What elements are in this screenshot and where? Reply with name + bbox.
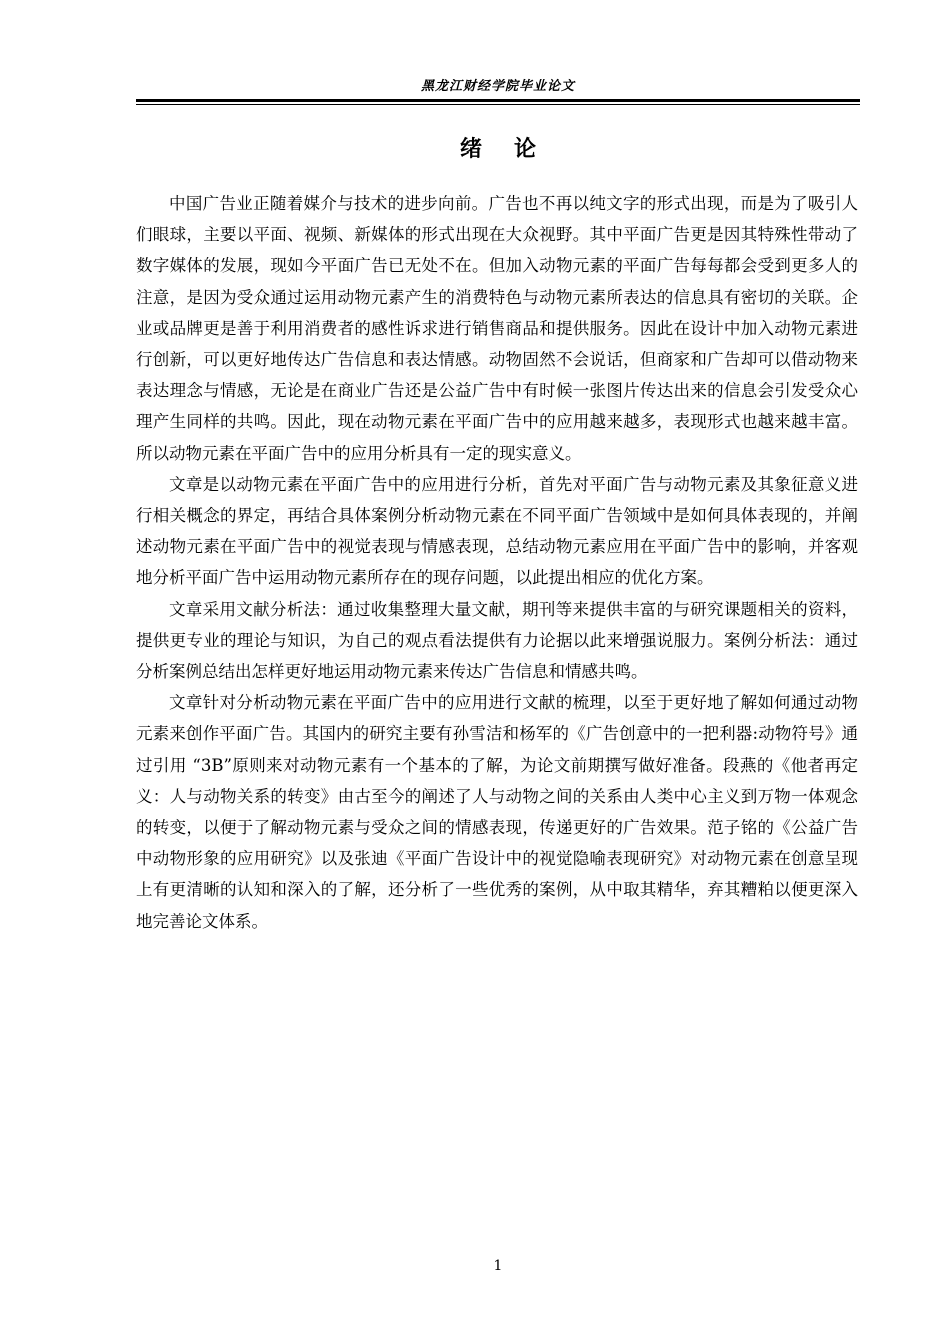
- header-rule-thick: [136, 99, 860, 102]
- header-rule-thin: [136, 104, 860, 105]
- paragraph-3: 文章采用文献分析法：通过收集整理大量文献，期刊等来提供丰富的与研究课题相关的资料，提供更专业的理论与知识，为自己的观点看法提供有力论据以此来增强说服力。案例分析法：通过分析案例总结出怎样更好地运用动物元素来传达广告信息和情感共鸣。: [136, 599, 858, 682]
- paragraph-1: 中国广告业正随着媒介与技术的进步向前。广告也不再以纯文字的形式出现，而是为了吸引人们眼球，主要以平面、视频、新媒体的形式出现在大众视野。其中平面广告更是因其特殊性带动了数字媒体的发展，现如今平面广告已无处不在。但加入动物元素的平面广告每每都会受到更多人的注意，是因为受众通过运用动物元素产生的消费特色与动物元素所表达的信息具有密切的关联。企业或品牌更是善于利用消费者的感性诉求进行销售商品和提供服务。因此在设计中加入动物元素进行创新，可以更好地传达广告信息和表达情感。动物固然不会说话，但商家和广告却可以借动物来表达理念与情感，无论是在商业广告还是公益广告中有时候一张图片传达出来的信息会引发受众心理产生同样的共鸣。因此，现在动物元素在平面广告中的应用越来越多，表现形式也越来越丰富。所以动物元素在平面广告中的应用分析具有一定的现实意义。: [136, 194, 858, 463]
- paragraph-2: 文章是以动物元素在平面广告中的应用进行分析，首先对平面广告与动物元素及其象征意义进行相关概念的界定，再结合具体案例分析动物元素在不同平面广告领域中是如何具体表现的，并阐述动物元素在平面广告中的视觉表现与情感表现，总结动物元素应用在平面广告中的影响，并客观地分析平面广告中运用动物元素所存在的现存问题，以此提出相应的优化方案。: [136, 474, 858, 588]
- chapter-title: 绪论: [459, 136, 568, 162]
- paragraph-4: 文章针对分析动物元素在平面广告中的应用进行文献的梳理，以至于更好地了解如何通过动物元素来创作平面广告。其国内的研究主要有孙雪洁和杨军的《广告创意中的一把利器:动物符号》通过引用 “3B”原则来对动物元素有一个基本的了解，为论文前期撰写做好准备。段燕的《他者再定义：人与动物关系的转变》由古至今的阐述了人与动物之间的关系由人类中心主义到万物一体观念的转变，以便于了解动物元素与受众之间的情感表现，传递更好的广告效果。范子铭的《公益广告中动物形象的应用研究》以及张迪《平面广告设计中的视觉隐喻表现研究》对动物元素在创意呈现上有更清晰的认知和深入的了解，还分析了一些优秀的案例，从中取其精华，弃其糟粕以便更深入地完善论文体系。: [136, 693, 858, 931]
- page-number: 1: [493, 1258, 503, 1274]
- running-header: 黑龙江财经学院毕业论文: [420, 79, 575, 94]
- body-text: [136, 188, 858, 937]
